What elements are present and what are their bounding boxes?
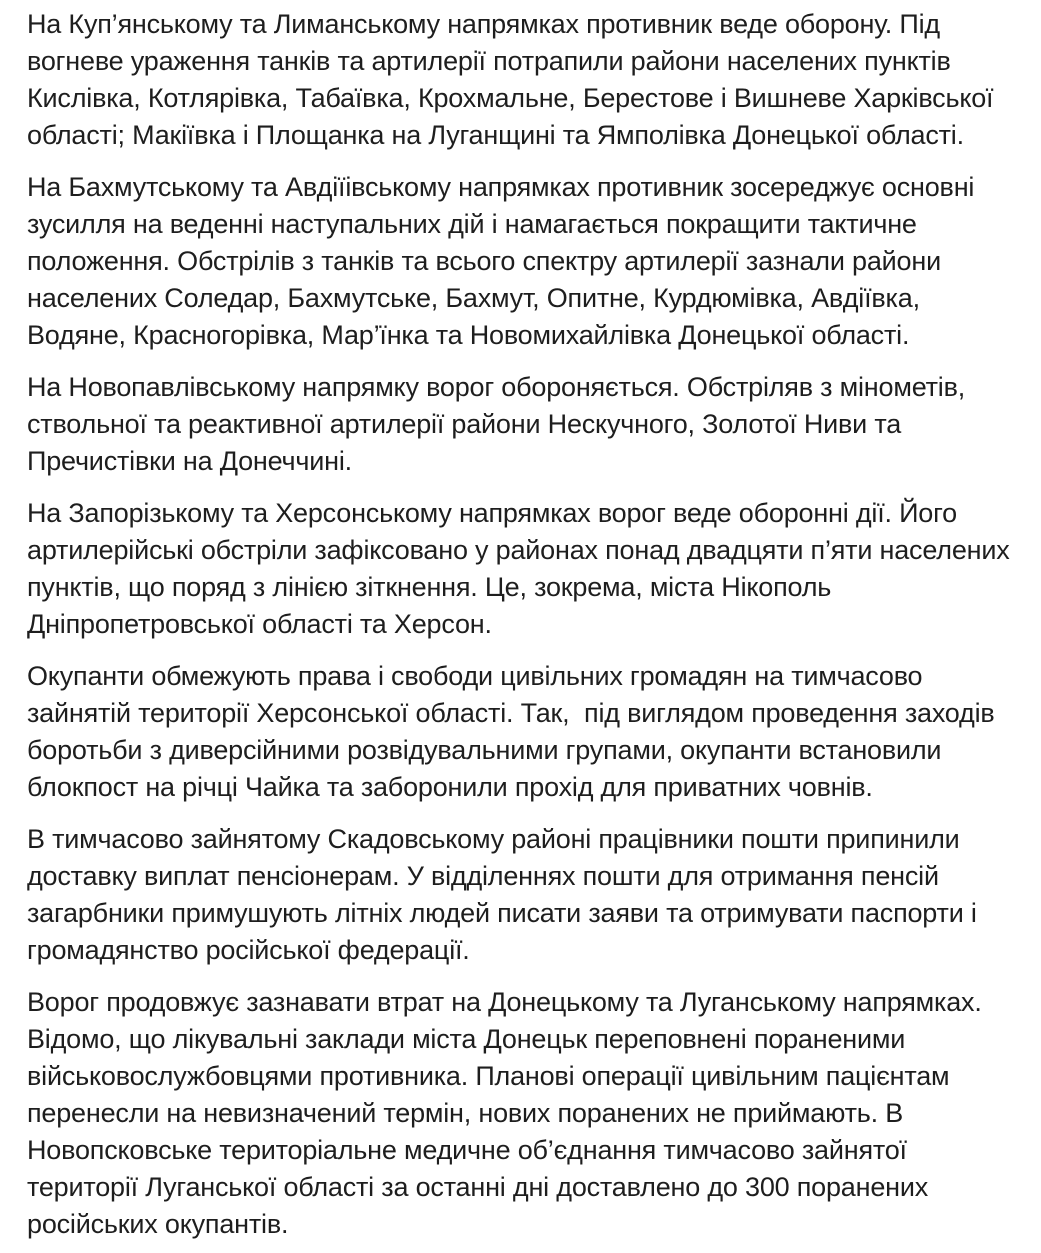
report-paragraph-kupiansk-lyman: На Куп’янському та Лиманському напрямках противник веде оборону. Під вогневе ураження танків та артилерії потрапили райони населених пунктів Кислівка, Котлярівка, Табаївка, Крохмальне, Берестове і Вишневе Харківської області; Макіївка і Площанка на Луганщині та Ямполівка Донецької області. xyxy=(27,9,1001,150)
report-paragraph-zaporizhzhia-kherson: На Запорізькому та Херсонському напрямках ворог веде оборонні дії. Його артилерійські обстріли зафіксовано у районах понад двадцяти п’яти населених пунктів, що поряд з лінією зіткнення. Це, зокрема, міста Нікополь Дніпропетровської області та Херсон. xyxy=(27,498,1017,639)
report-paragraph-bakhmut-avdiivka: На Бахмутському та Авдіїівському напрямках противник зосереджує основні зусилля на веденні наступальних дій і намагається покращити тактичне положення. Обстрілів з танків та всього спектру артилерії зазнали райони населених Соледар, Бахмутське, Бахмут, Опитне, Курдюмівка, Авдіївка, Водяне, Красногорівка, Мар’їнка та Новомихайлівка Донецької області. xyxy=(27,172,982,350)
report-paragraph-enemy-losses: Ворог продовжує зазнавати втрат на Донецькому та Луганському напрямках. Відомо, що лікувальні заклади міста Донецьк переповнені пораненими військовослужбовцями противника. Планові операції цивільним пацієнтам перенесли на невизначений термін, нових поранених не приймають. В Новопсковське територіальне медичне об’єднання тимчасово зайнятої території Луганської області за останні дні доставлено до 300 поранених російських окупантів. xyxy=(27,987,989,1239)
report-paragraph-skadovsk-post: В тимчасово зайнятому Скадовському районі працівники пошти припинили доставку виплат пенсіонерам. У відділеннях пошти для отримання пенсій загарбники примушують літніх людей писати заяви та отримувати паспорти і громадянство російської федерації. xyxy=(27,824,984,965)
report-paragraph-occupiers-restrictions: Окупанти обмежують права і свободи цивільних громадян на тимчасово зайнятій території Херсонської області. Так, під виглядом проведення заходів боротьби з диверсійними розвідувальними групами, окупанти встановили блокпост на річці Чайка та заборонили прохід для приватних човнів. xyxy=(27,661,1002,802)
report-paragraph-novopavlivka: На Новопавлівському напрямку ворог обороняється. Обстріляв з мінометів, ствольної та реактивної артилерії райони Нескучного, Золотої Ниви та Пречистівки на Донеччині. xyxy=(27,372,973,476)
